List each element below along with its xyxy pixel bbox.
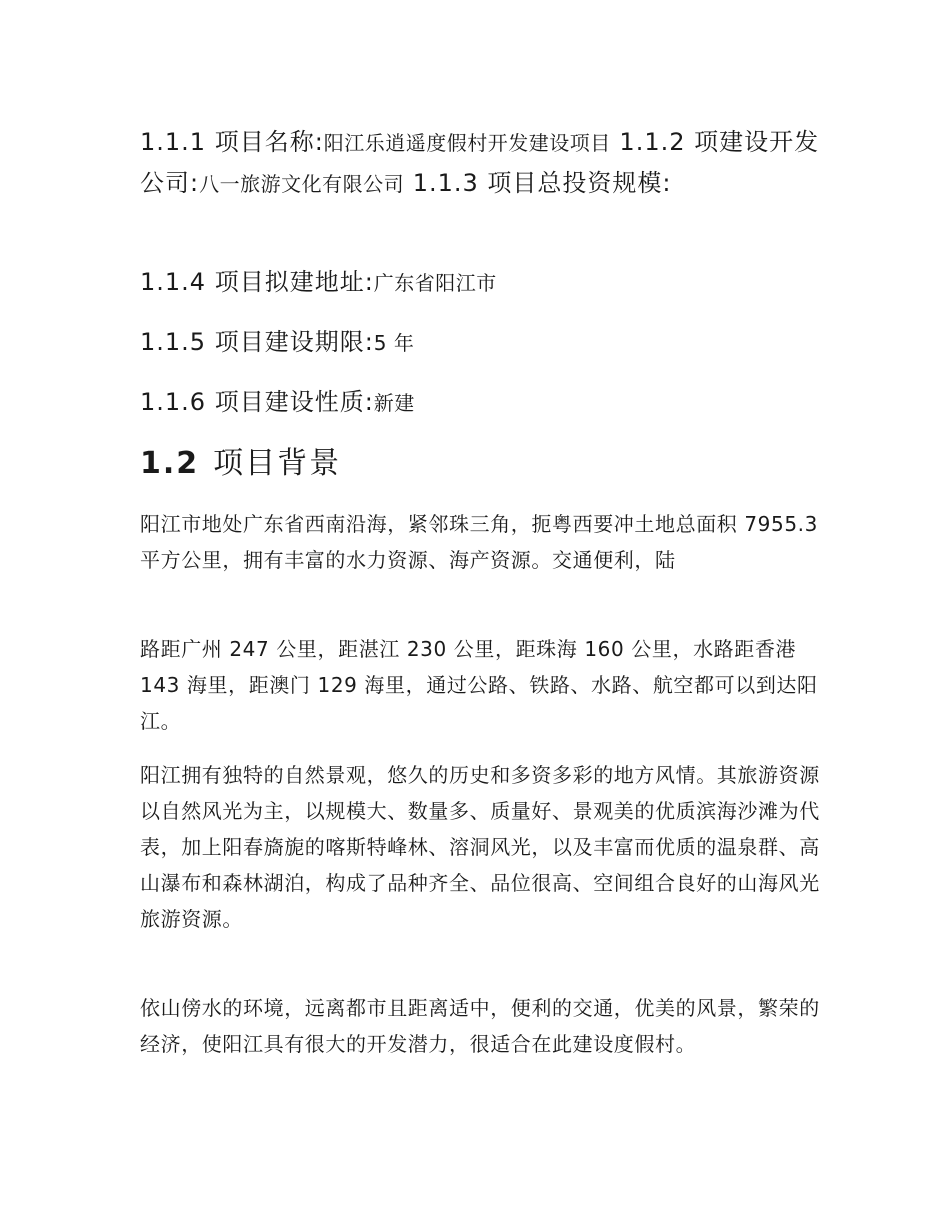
- item-4-line: [140, 265, 840, 300]
- item-6-line: [140, 385, 840, 420]
- item-2-value: 八一旅游文化有限公司: [199, 172, 405, 196]
- item-6-value: 新建: [373, 391, 415, 415]
- item-5-line: [140, 325, 840, 360]
- item-5-label: 1.1.5 项目建设期限:: [140, 328, 374, 356]
- section-heading: [140, 444, 341, 484]
- paragraph-1: 阳江市地处广东省西南沿海，紧邻珠三角，扼粤西要冲土地总面积 7955.3 平方公里，拥有丰富的水力资源、海产资源。交通便利，陆: [140, 512, 818, 572]
- item-4-label: 1.1.4 项目拟建地址:: [140, 268, 374, 296]
- item-1-value: 阳江乐逍遥度假村开发建设项目: [323, 131, 611, 155]
- item-5-value: 5 年: [373, 331, 415, 355]
- item-3-label: 1.1.3 项目总投资规模:: [412, 169, 672, 197]
- item-6-label: 1.1.6 项目建设性质:: [140, 388, 374, 416]
- item-2-label: 1.1.2 项建设开发公司:: [140, 128, 820, 197]
- section-title: 项目背景: [213, 446, 342, 481]
- paragraph-2: 路距广州 247 公里，距湛江 230 公里，距珠海 160 公里，水路距香港 143 海里，距澳门 129 海里，通过公路、铁路、水路、航空都可以到达阳江。: [140, 637, 818, 733]
- paragraph-4: 依山傍水的环境，远离都市且距离适中，便利的交通，优美的风景，繁荣的经济，使阳江具有很大的开发潜力，很适合在此建设度假村。: [140, 996, 820, 1056]
- section-number: 1.2: [140, 446, 200, 481]
- project-info-block: [140, 122, 840, 204]
- paragraph-3: 阳江拥有独特的自然景观，悠久的历史和多资多彩的地方风情。其旅游资源以自然风光为主，以规模大、数量多、质量好、景观美的优质滨海沙滩为代表，加上阳春旖旎的喀斯特峰林、溶洞风光，以及丰富而优质的温泉群、高山瀑布和森林湖泊，构成了品种齐全、品位很高、空间组合良好的山海风光旅游资源。: [140, 763, 820, 931]
- item-4-value: 广东省阳江市: [373, 271, 497, 295]
- item-1-label: 1.1.1 项目名称:: [140, 128, 324, 156]
